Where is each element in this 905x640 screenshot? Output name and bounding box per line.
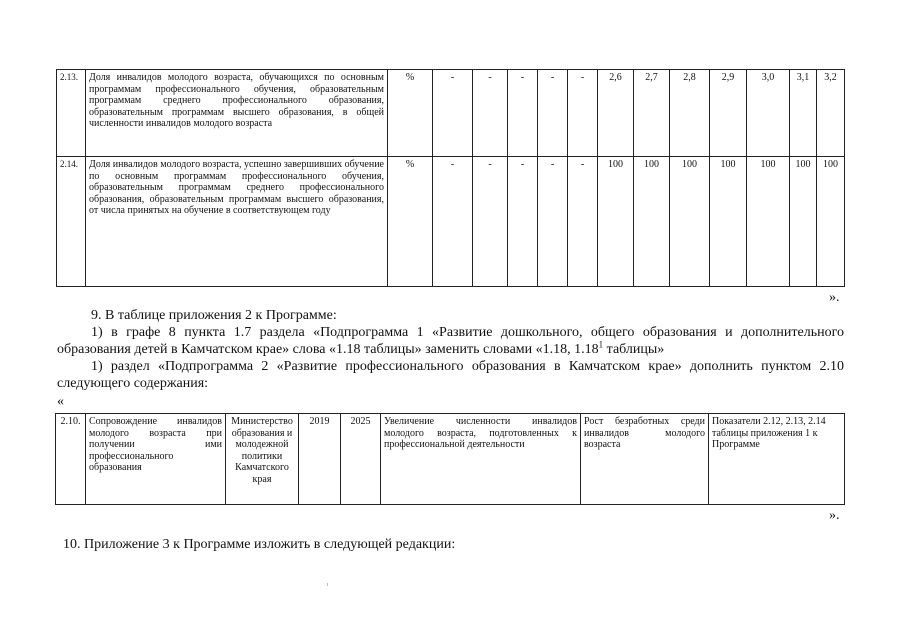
unit-cell: %	[388, 157, 433, 287]
value-cell: -	[473, 157, 508, 287]
value-cell: -	[508, 157, 538, 287]
paragraph-9-item-1	[57, 324, 844, 358]
value-cell: -	[568, 70, 598, 157]
expected-result-cell: Увеличение численности инвалидов молодого возраста, подготовленных к профессиональной деятельности	[381, 414, 581, 505]
program-measures-table	[55, 413, 845, 505]
table-row	[56, 414, 845, 505]
indicator-description: Доля инвалидов молодого возраста, успешно завершивших обучение по основным программам профессионального обучения, образовательным программам среднего профессионального образования, образовательным программам высшего образования, от числа принятых на обучение в соответствующем году	[86, 157, 388, 287]
value-cell: -	[568, 157, 598, 287]
start-year-cell: 2019	[299, 414, 341, 505]
row-number: 2.14.	[57, 157, 86, 287]
paragraph-9-item-1-text: 1) в графе 8 пункта 1.7 раздела «Подпрограмма 1 «Развитие дошкольного, общего образования и дополнительного образования детей в Камчатском крае» слова «1.18 таблицы» заменить словами «1.18, 1.18	[57, 325, 844, 357]
scan-mark	[327, 583, 328, 586]
indicator-link-cell: Показатели 2.12, 2.13, 2.14 таблицы приложения 1 к Программе	[709, 414, 845, 505]
superscript-one: 1	[598, 339, 604, 350]
table-row	[57, 70, 845, 157]
table1-closing-quote: ».	[829, 290, 840, 305]
measure-cell: Сопровождение инвалидов молодого возраста при получении ими профессионального образования	[86, 414, 226, 505]
value-cell: -	[538, 70, 568, 157]
value-cell: 3,0	[747, 70, 790, 157]
value-cell: 100	[747, 157, 790, 287]
value-cell: 2,6	[598, 70, 634, 157]
value-cell: 100	[817, 157, 845, 287]
value-cell: -	[538, 157, 568, 287]
value-cell: 2,9	[710, 70, 747, 157]
consequence-cell: Рост безработных среди инвалидов молодого возраста	[581, 414, 709, 505]
value-cell: 3,2	[817, 70, 845, 157]
value-cell: 2,8	[670, 70, 710, 157]
value-cell: 2,7	[634, 70, 670, 157]
value-cell: 100	[634, 157, 670, 287]
open-quote: «	[57, 394, 64, 409]
unit-cell: %	[388, 70, 433, 157]
table2-closing-quote: ».	[829, 508, 840, 523]
paragraph-9-item-1-tail: таблицы»	[603, 342, 665, 357]
value-cell: 100	[598, 157, 634, 287]
value-cell: 100	[710, 157, 747, 287]
value-cell: -	[473, 70, 508, 157]
end-year-cell: 2025	[341, 414, 381, 505]
value-cell: -	[433, 157, 473, 287]
value-cell: -	[433, 70, 473, 157]
indicators-table	[56, 69, 845, 287]
value-cell: 3,1	[790, 70, 817, 157]
executor-cell: Министерство образования и молодежной политики Камчатского края	[226, 414, 299, 505]
value-cell: -	[508, 70, 538, 157]
value-cell: 100	[790, 157, 817, 287]
paragraph-9: 9. В таблице приложения 2 к Программе:	[91, 308, 337, 323]
value-cell: 100	[670, 157, 710, 287]
row-number: 2.10.	[56, 414, 86, 505]
paragraph-9-item-2: 1) раздел «Подпрограмма 2 «Развитие профессионального образования в Камчатском крае» дополнить пунктом 2.10 следующего содержания:	[57, 359, 844, 391]
row-number: 2.13.	[57, 70, 86, 157]
table-row	[57, 157, 845, 287]
indicator-description: Доля инвалидов молодого возраста, обучающихся по основным программам профессионального обучения, образовательным программам среднего профессионального образования, образовательным программам высшего образования, в общей численности инвалидов молодого возраста	[86, 70, 388, 157]
paragraph-10: 10. Приложение 3 к Программе изложить в следующей редакции:	[63, 537, 456, 552]
